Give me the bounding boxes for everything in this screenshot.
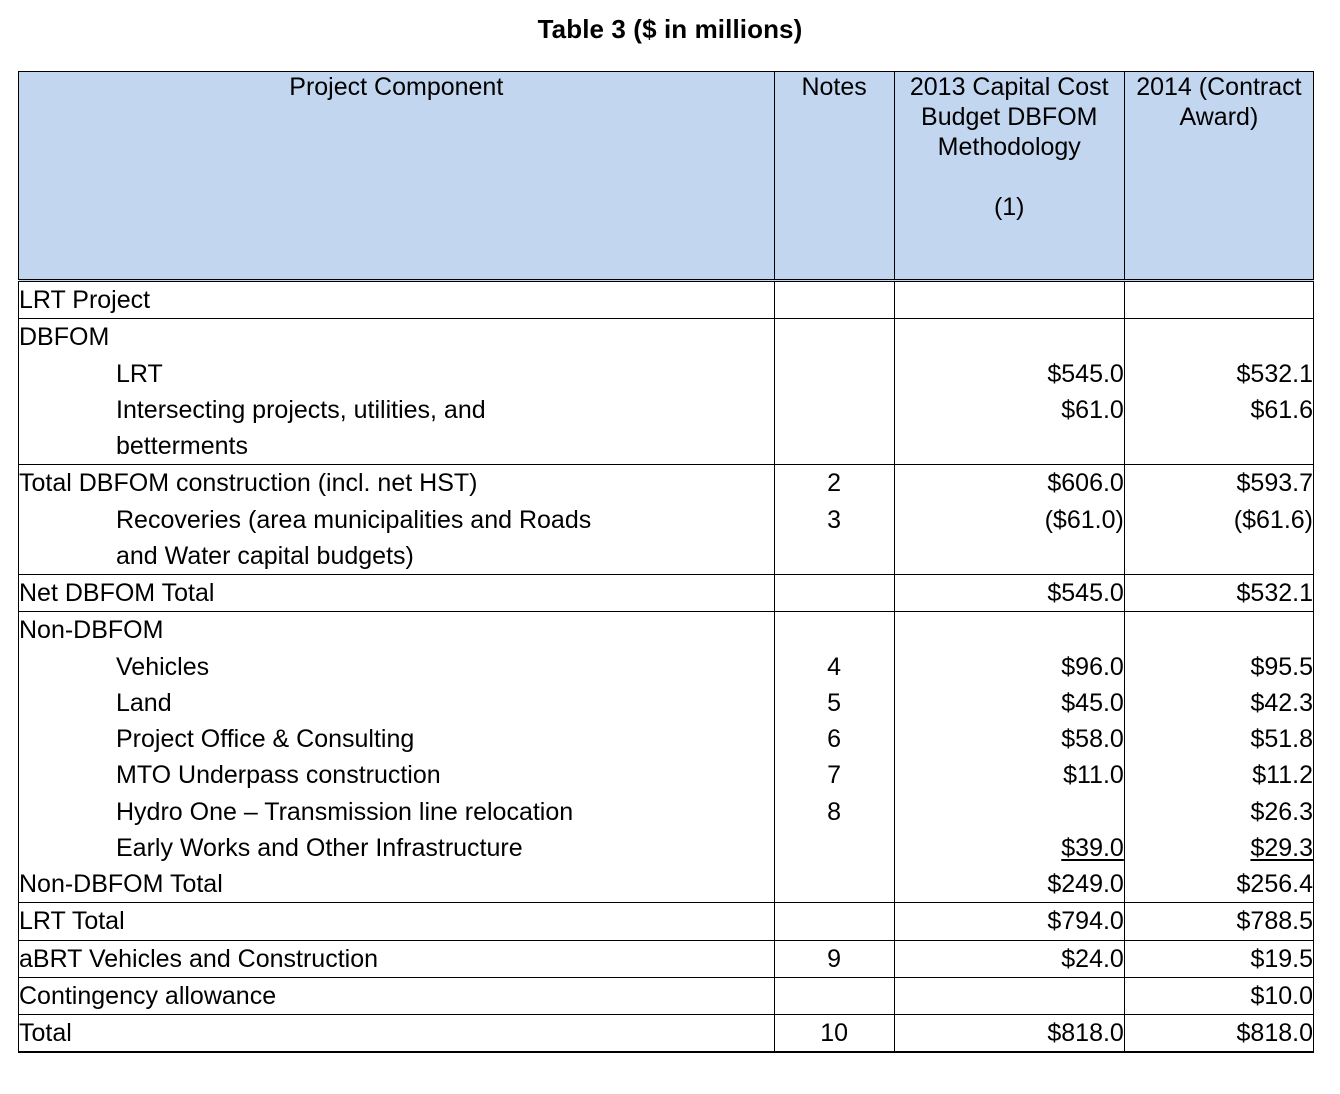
value-line: $10.0 (1250, 981, 1313, 1010)
component-line: Land (116, 688, 172, 717)
cell-project-component (19, 1015, 775, 1053)
cell-notes (774, 319, 894, 465)
cell-project-component (19, 465, 775, 575)
value-line: $593.7 (1236, 469, 1313, 498)
project-cost-table (18, 71, 1314, 1053)
cell-project-component (19, 319, 775, 465)
value-line: $545.0 (1047, 579, 1124, 607)
table-row (19, 575, 1314, 612)
cell-2013-capital-cost-budget (894, 281, 1124, 319)
table-row (19, 977, 1314, 1014)
cell-2013-capital-cost-budget (894, 465, 1124, 575)
value-line: $96.0 (1061, 652, 1124, 681)
cell-2013-capital-cost-budget (894, 940, 1124, 977)
component-line: Hydro One – Transmission line relocation (116, 797, 574, 826)
cell-2013-capital-cost-budget (894, 612, 1124, 903)
column-header-project-component: Project Component (19, 72, 775, 281)
table-row (19, 940, 1314, 977)
table-header (19, 72, 1314, 281)
component-line: Project Office & Consulting (116, 725, 415, 753)
value-line: $818.0 (1236, 1019, 1313, 1047)
cell-2014-contract-award (1124, 575, 1313, 612)
cell-project-component (19, 612, 775, 903)
table-row (19, 1015, 1314, 1053)
value-line: $606.0 (1047, 469, 1124, 498)
value-line: $794.0 (1047, 907, 1124, 936)
component-line: and Water capital budgets) (116, 541, 414, 570)
column-header-2013-footnote: (1) (993, 193, 1025, 221)
cell-notes (774, 612, 894, 903)
component-line: aBRT Vehicles and Construction (19, 944, 379, 973)
cell-2013-capital-cost-budget (894, 903, 1124, 940)
component-line: LRT Project (19, 286, 151, 314)
table-body (19, 281, 1314, 1053)
component-line: Net DBFOM Total (19, 579, 215, 607)
cell-project-component (19, 903, 775, 940)
value-line: $26.3 (1250, 797, 1313, 826)
note-line: 8 (827, 797, 842, 826)
note-line: 9 (827, 944, 842, 973)
cell-project-component (19, 281, 775, 319)
value-line: $11.0 (1063, 761, 1124, 790)
value-line: $58.0 (1061, 725, 1124, 753)
column-header-2013-capital-cost-budget (894, 72, 1124, 281)
value-line: $11.2 (1252, 761, 1313, 790)
note-line: 3 (827, 505, 842, 534)
value-line: $61.0 (1061, 395, 1124, 424)
cell-project-component (19, 977, 775, 1014)
component-line: Vehicles (116, 652, 210, 681)
table-row (19, 281, 1314, 319)
column-header-notes: Notes (774, 72, 894, 281)
cell-2013-capital-cost-budget (894, 575, 1124, 612)
cell-project-component (19, 575, 775, 612)
component-line: Non-DBFOM (19, 616, 164, 645)
cell-2014-contract-award (1124, 1015, 1313, 1053)
table-row (19, 612, 1314, 903)
value-line: $95.5 (1250, 652, 1313, 681)
component-line: Non-DBFOM Total (19, 870, 223, 898)
value-line: $545.0 (1047, 359, 1124, 388)
column-header-2014-contract-award: 2014 (Contract Award) (1124, 72, 1313, 281)
value-line: $788.5 (1236, 907, 1313, 936)
cell-2014-contract-award (1124, 940, 1313, 977)
value-line: $51.8 (1250, 725, 1313, 753)
note-line: 2 (827, 469, 842, 498)
component-line: LRT (116, 359, 163, 388)
cell-2014-contract-award (1124, 977, 1313, 1014)
component-line: LRT Total (19, 907, 125, 936)
value-line: $249.0 (1047, 870, 1124, 898)
value-line: $29.3 (1250, 833, 1313, 862)
note-line: 7 (827, 761, 842, 790)
component-line: MTO Underpass construction (116, 761, 441, 790)
cell-notes (774, 940, 894, 977)
note-line: 4 (827, 652, 842, 681)
value-line: $42.3 (1250, 688, 1313, 717)
value-line: $61.6 (1250, 395, 1313, 424)
table-row (19, 465, 1314, 575)
cell-2014-contract-award (1124, 319, 1313, 465)
component-line: betterments (116, 432, 249, 460)
component-line: Recoveries (area municipalities and Roads (116, 505, 592, 534)
value-line: $39.0 (1061, 833, 1124, 862)
component-line: DBFOM (19, 323, 110, 352)
cell-2013-capital-cost-budget (894, 1015, 1124, 1053)
cell-2014-contract-award (1124, 465, 1313, 575)
value-line: ($61.0) (1044, 505, 1124, 534)
component-line: Total DBFOM construction (incl. net HST) (19, 469, 478, 498)
column-header-2013-label: 2013 Capital Cost Budget DBFOM Methodology (909, 73, 1109, 161)
component-line: Early Works and Other Infrastructure (116, 833, 523, 862)
table-row (19, 319, 1314, 465)
cell-2014-contract-award (1124, 903, 1313, 940)
cell-notes (774, 281, 894, 319)
header-row (19, 72, 1314, 281)
table-row (19, 903, 1314, 940)
note-line: 10 (820, 1019, 849, 1047)
cell-notes (774, 575, 894, 612)
value-line: $532.1 (1236, 579, 1313, 607)
note-line: 6 (827, 725, 842, 753)
value-line: $19.5 (1250, 944, 1313, 973)
value-line: $256.4 (1236, 870, 1313, 898)
component-line: Total (19, 1019, 72, 1047)
component-line: Intersecting projects, utilities, and (116, 395, 486, 424)
cell-notes (774, 1015, 894, 1053)
cell-notes (774, 903, 894, 940)
value-line: $45.0 (1061, 688, 1124, 717)
value-line: ($61.6) (1233, 505, 1313, 534)
cell-project-component (19, 940, 775, 977)
value-line: $818.0 (1047, 1019, 1124, 1047)
cell-2013-capital-cost-budget (894, 319, 1124, 465)
cell-2013-capital-cost-budget (894, 977, 1124, 1014)
cell-2014-contract-award (1124, 612, 1313, 903)
page-title: Table 3 ($ in millions) (537, 14, 803, 44)
value-line: $532.1 (1236, 359, 1313, 388)
cell-notes (774, 465, 894, 575)
cell-notes (774, 977, 894, 1014)
value-line: $24.0 (1061, 944, 1124, 973)
note-line: 5 (827, 688, 842, 717)
table-container (18, 71, 1314, 1053)
cell-2014-contract-award (1124, 281, 1313, 319)
component-line: Contingency allowance (19, 981, 277, 1010)
